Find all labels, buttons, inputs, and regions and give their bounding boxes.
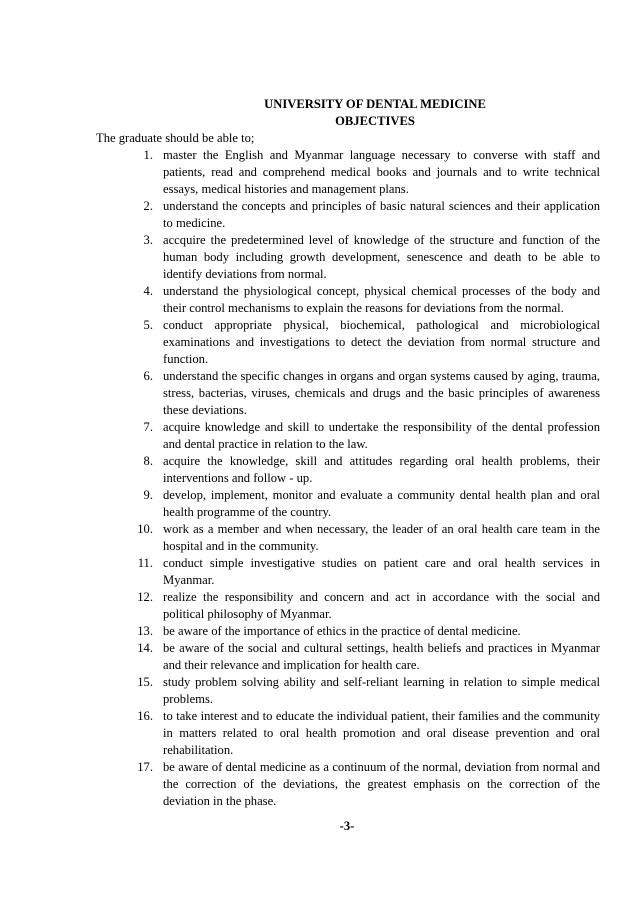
item-text: study problem solving ability and self-reliant learning in relation to simple medical problems. xyxy=(163,675,600,706)
item-text: acquire knowledge and skill to undertake the responsibility of the dental profession and dental practice in relation to the law. xyxy=(163,420,600,451)
item-number: 9. xyxy=(143,488,153,502)
list-item xyxy=(117,368,600,419)
item-number: 7. xyxy=(143,420,153,434)
item-number: 6. xyxy=(143,369,153,383)
item-number: 14. xyxy=(137,641,153,655)
item-number: 12. xyxy=(137,590,153,604)
item-text: develop, implement, monitor and evaluate a community dental health plan and oral health programme of the country. xyxy=(163,488,600,519)
intro-text: The graduate should be able to; xyxy=(96,131,255,145)
item-number: 1. xyxy=(143,148,153,162)
item-number: 2. xyxy=(143,199,153,213)
objectives-heading: OBJECTIVES xyxy=(335,114,415,128)
item-number: 8. xyxy=(143,454,153,468)
item-number: 17. xyxy=(137,760,153,774)
list-item xyxy=(117,759,600,810)
list-item xyxy=(117,555,600,589)
item-text: understand the specific changes in organs and organ systems caused by aging, trauma, stress, bacterias, viruses, chemicals and drugs and the basic principles of awareness these deviations. xyxy=(163,369,600,417)
list-item xyxy=(117,674,600,708)
list-item xyxy=(117,317,600,368)
list-item xyxy=(117,147,600,198)
item-number: 3. xyxy=(143,233,153,247)
item-text: master the English and Myanmar language necessary to converse with staff and patients, read and comprehend medical books and journals and to write technical essays, medical histories and management plans. xyxy=(163,148,600,196)
objectives-list xyxy=(117,147,600,810)
item-text: be aware of the social and cultural settings, health beliefs and practices in Myanmar and their relevance and implication for health care. xyxy=(163,641,600,672)
item-number: 16. xyxy=(137,709,153,723)
item-text: to take interest and to educate the individual patient, their families and the community in matters related to oral health promotion and oral disease prevention and oral rehabilitation. xyxy=(163,709,600,757)
item-number: 4. xyxy=(143,284,153,298)
item-text: work as a member and when necessary, the leader of an oral health care team in the hospital and in the community. xyxy=(163,522,600,553)
item-text: accquire the predetermined level of knowledge of the structure and function of the human body including growth development, senescence and death to be able to identify deviations from normal. xyxy=(163,233,600,281)
list-item xyxy=(117,640,600,674)
item-number: 13. xyxy=(137,624,153,638)
item-text: conduct simple investigative studies on patient care and oral health services in Myanmar. xyxy=(163,556,600,587)
item-text: acquire the knowledge, skill and attitudes regarding oral health problems, their interventions and follow - up. xyxy=(163,454,600,485)
item-text: realize the responsibility and concern and act in accordance with the social and political philosophy of Myanmar. xyxy=(163,590,600,621)
list-item xyxy=(117,232,600,283)
item-number: 10. xyxy=(137,522,153,536)
list-item xyxy=(117,283,600,317)
item-text: understand the physiological concept, physical chemical processes of the body and their control mechanisms to explain the reasons for deviations from the normal. xyxy=(163,284,600,315)
list-item xyxy=(117,589,600,623)
list-item xyxy=(117,708,600,759)
list-item xyxy=(117,487,600,521)
item-text: understand the concepts and principles of basic natural sciences and their application to medicine. xyxy=(163,199,600,230)
list-item xyxy=(117,521,600,555)
item-text: be aware of dental medicine as a continuum of the normal, deviation from normal and the correction of the deviations, the greatest emphasis on the correction of the deviation in the phase. xyxy=(163,760,600,808)
item-text: conduct appropriate physical, biochemical, pathological and microbiological examinations and investigations to detect the deviation from normal structure and function. xyxy=(163,318,600,366)
institution-title: UNIVERSITY OF DENTAL MEDICINE xyxy=(264,97,486,111)
item-number: 5. xyxy=(143,318,153,332)
list-item xyxy=(117,419,600,453)
item-number: 15. xyxy=(137,675,153,689)
item-text: be aware of the importance of ethics in the practice of dental medicine. xyxy=(163,624,521,638)
list-item xyxy=(117,623,600,640)
page-number: -3- xyxy=(339,819,355,833)
list-item xyxy=(117,198,600,232)
list-item xyxy=(117,453,600,487)
item-number: 11. xyxy=(137,556,153,570)
